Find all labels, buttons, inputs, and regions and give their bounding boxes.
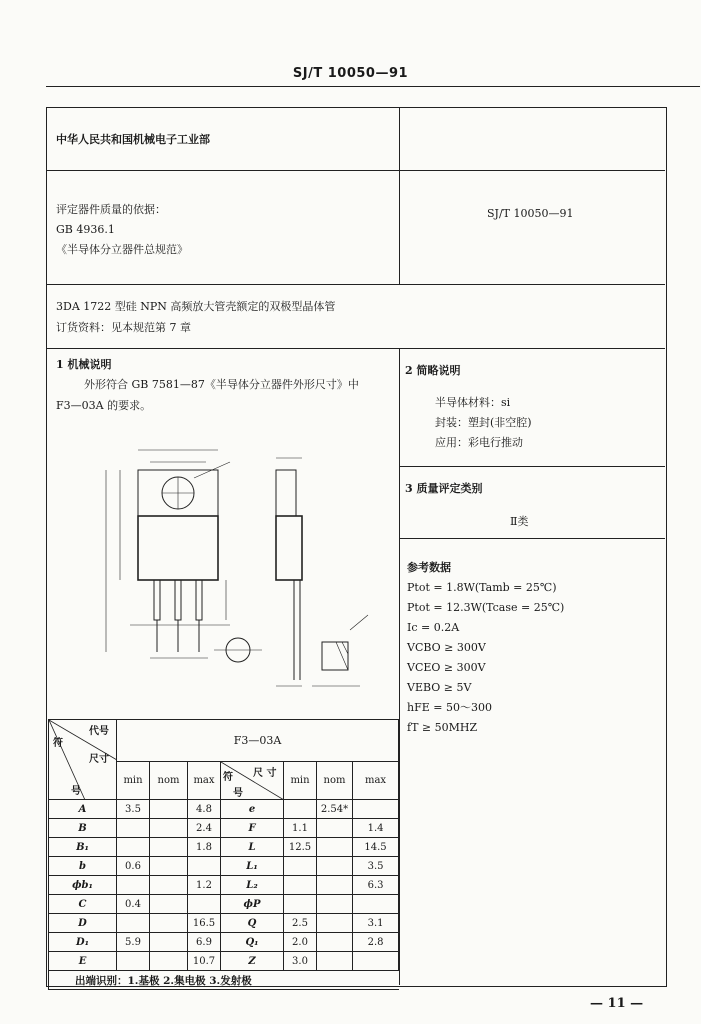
value-cell [150,800,188,819]
value-cell [150,876,188,895]
quality-title: 3 质量评定类别 [405,482,483,495]
value-cell [188,857,221,876]
brief-package: 封装：塑封(非空腔) [435,416,532,429]
value-cell: 2.8 [353,933,399,952]
ref-item: VCBO ≥ 300V [407,641,486,654]
device-description: 3DA 1722 型硅 NPN 高频放大管壳额定的双极型晶体管 [56,300,336,313]
header-rule [46,86,700,87]
symbol-cell: L₁ [221,857,284,876]
value-cell [317,838,353,857]
value-cell [150,914,188,933]
corner-left-label: 符 [53,738,63,749]
basis-std: GB 4936.1 [56,223,115,236]
table-row [49,933,399,952]
value-cell: 4.8 [188,800,221,819]
org-name: 中华人民共和国机械电子工业部 [56,133,210,146]
symbol-cell: B [49,819,117,838]
dimension-table [48,719,399,990]
table-row [49,876,399,895]
row-divider [47,284,665,285]
value-cell: 1.1 [284,819,317,838]
table-header-row [49,720,399,762]
symbol-cell: D₁ [49,933,117,952]
table-row [49,895,399,914]
table-row [49,838,399,857]
value-cell: 0.6 [117,857,150,876]
ref-item: Ptot = 12.3W(Tcase = 25℃) [407,601,565,614]
corner-header-2 [221,762,284,800]
value-cell [284,800,317,819]
symbol-cell: F [221,819,284,838]
ref-item: VEBO ≥ 5V [407,681,472,694]
value-cell [117,952,150,971]
col-min: min [117,762,150,800]
symbol-cell: A [49,800,117,819]
ref-item: VCEO ≥ 300V [407,661,486,674]
corner-top-label: 代号 [89,726,109,737]
value-cell [317,876,353,895]
page-number: — 11 — [590,996,644,1011]
value-cell: 3.5 [353,857,399,876]
table-row [49,952,399,971]
package-name: F3—03A [117,720,399,762]
ref-item: hFE = 50～300 [407,701,492,714]
symbol-cell: L [221,838,284,857]
value-cell: 2.5 [284,914,317,933]
value-cell: 12.5 [284,838,317,857]
corner2-bottom-label: 号 [233,788,243,799]
value-cell [150,952,188,971]
symbol-cell: Q [221,914,284,933]
corner-header [49,720,117,800]
value-cell: 1.8 [188,838,221,857]
row-divider [399,538,665,539]
col-max: max [353,762,399,800]
value-cell [353,800,399,819]
terminal-note: 出端识别：1.基极 2.集电极 3.发射极 [49,971,399,990]
value-cell [188,895,221,914]
value-cell: 0.4 [117,895,150,914]
value-cell: 10.7 [188,952,221,971]
spec-number: SJ/T 10050—91 [487,207,574,220]
brief-title: 2 简略说明 [405,364,461,377]
mech-line2: F3—03A 的要求。 [56,399,152,412]
value-cell [150,933,188,952]
table-row [49,800,399,819]
value-cell [117,914,150,933]
value-cell [150,857,188,876]
value-cell [317,895,353,914]
value-cell: 3.5 [117,800,150,819]
package-outline-drawing [90,440,390,712]
value-cell: 3.0 [284,952,317,971]
value-cell [317,933,353,952]
symbol-cell: B₁ [49,838,117,857]
symbol-cell: ϕb₁ [49,876,117,895]
corner2-top-label: 尺 寸 [253,768,277,779]
row-divider [47,170,665,171]
table-row [49,857,399,876]
table-row [49,819,399,838]
value-cell [284,857,317,876]
symbol-cell: Q₁ [221,933,284,952]
terminal-note-row [49,971,399,990]
symbol-cell: ϕP [221,895,284,914]
value-cell: 6.3 [353,876,399,895]
value-cell: 2.54* [317,800,353,819]
value-cell: 1.2 [188,876,221,895]
symbol-cell: C [49,895,117,914]
value-cell [317,952,353,971]
symbol-cell: e [221,800,284,819]
table-row [49,914,399,933]
value-cell: 3.1 [353,914,399,933]
value-cell [317,914,353,933]
column-divider [399,348,400,985]
corner-bottom-label: 号 [71,786,81,797]
col-min: min [284,762,317,800]
ref-item: Ic = 0.2A [407,621,460,634]
value-cell [117,876,150,895]
package-body [138,516,218,580]
value-cell: 14.5 [353,838,399,857]
col-nom: nom [150,762,188,800]
reference-title: 参考数据 [407,561,451,574]
value-cell: 2.4 [188,819,221,838]
brief-material: 半导体材料：si [435,396,511,409]
value-cell: 5.9 [117,933,150,952]
value-cell [117,819,150,838]
value-cell [353,895,399,914]
symbol-cell: L₂ [221,876,284,895]
symbol-cell: Z [221,952,284,971]
symbol-cell: b [49,857,117,876]
document-code-header: SJ/T 10050—91 [292,66,409,81]
quality-class: Ⅱ类 [510,515,529,528]
value-cell [317,857,353,876]
row-divider [47,348,665,349]
value-cell: 2.0 [284,933,317,952]
row-divider [399,466,665,467]
symbol-cell: D [49,914,117,933]
value-cell [117,838,150,857]
mech-title: 1 机械说明 [56,358,112,371]
value-cell [150,838,188,857]
corner2-left-label: 符 [223,772,233,783]
value-cell: 16.5 [188,914,221,933]
col-max: max [188,762,221,800]
value-cell [353,952,399,971]
value-cell: 1.4 [353,819,399,838]
value-cell [284,876,317,895]
value-cell [317,819,353,838]
brief-application: 应用：彩电行推动 [435,436,523,449]
ordering-info: 订货资料：见本规范第 7 章 [56,321,191,334]
value-cell [284,895,317,914]
value-cell [150,895,188,914]
col-nom: nom [317,762,353,800]
value-cell [150,819,188,838]
corner-mid-label: 尺寸 [89,754,109,765]
ref-item: fT ≥ 50MHZ [407,721,478,734]
value-cell: 6.9 [188,933,221,952]
mech-line1: 外形符合 GB 7581—87《半导体分立器件外形尺寸》中 [84,378,359,391]
ref-item: Ptot = 1.8W(Tamb = 25℃) [407,581,557,594]
symbol-cell: E [49,952,117,971]
column-divider [399,108,400,284]
basis-title: 评定器件质量的依据： [56,203,166,216]
basis-name: 《半导体分立器件总规范》 [56,243,188,256]
